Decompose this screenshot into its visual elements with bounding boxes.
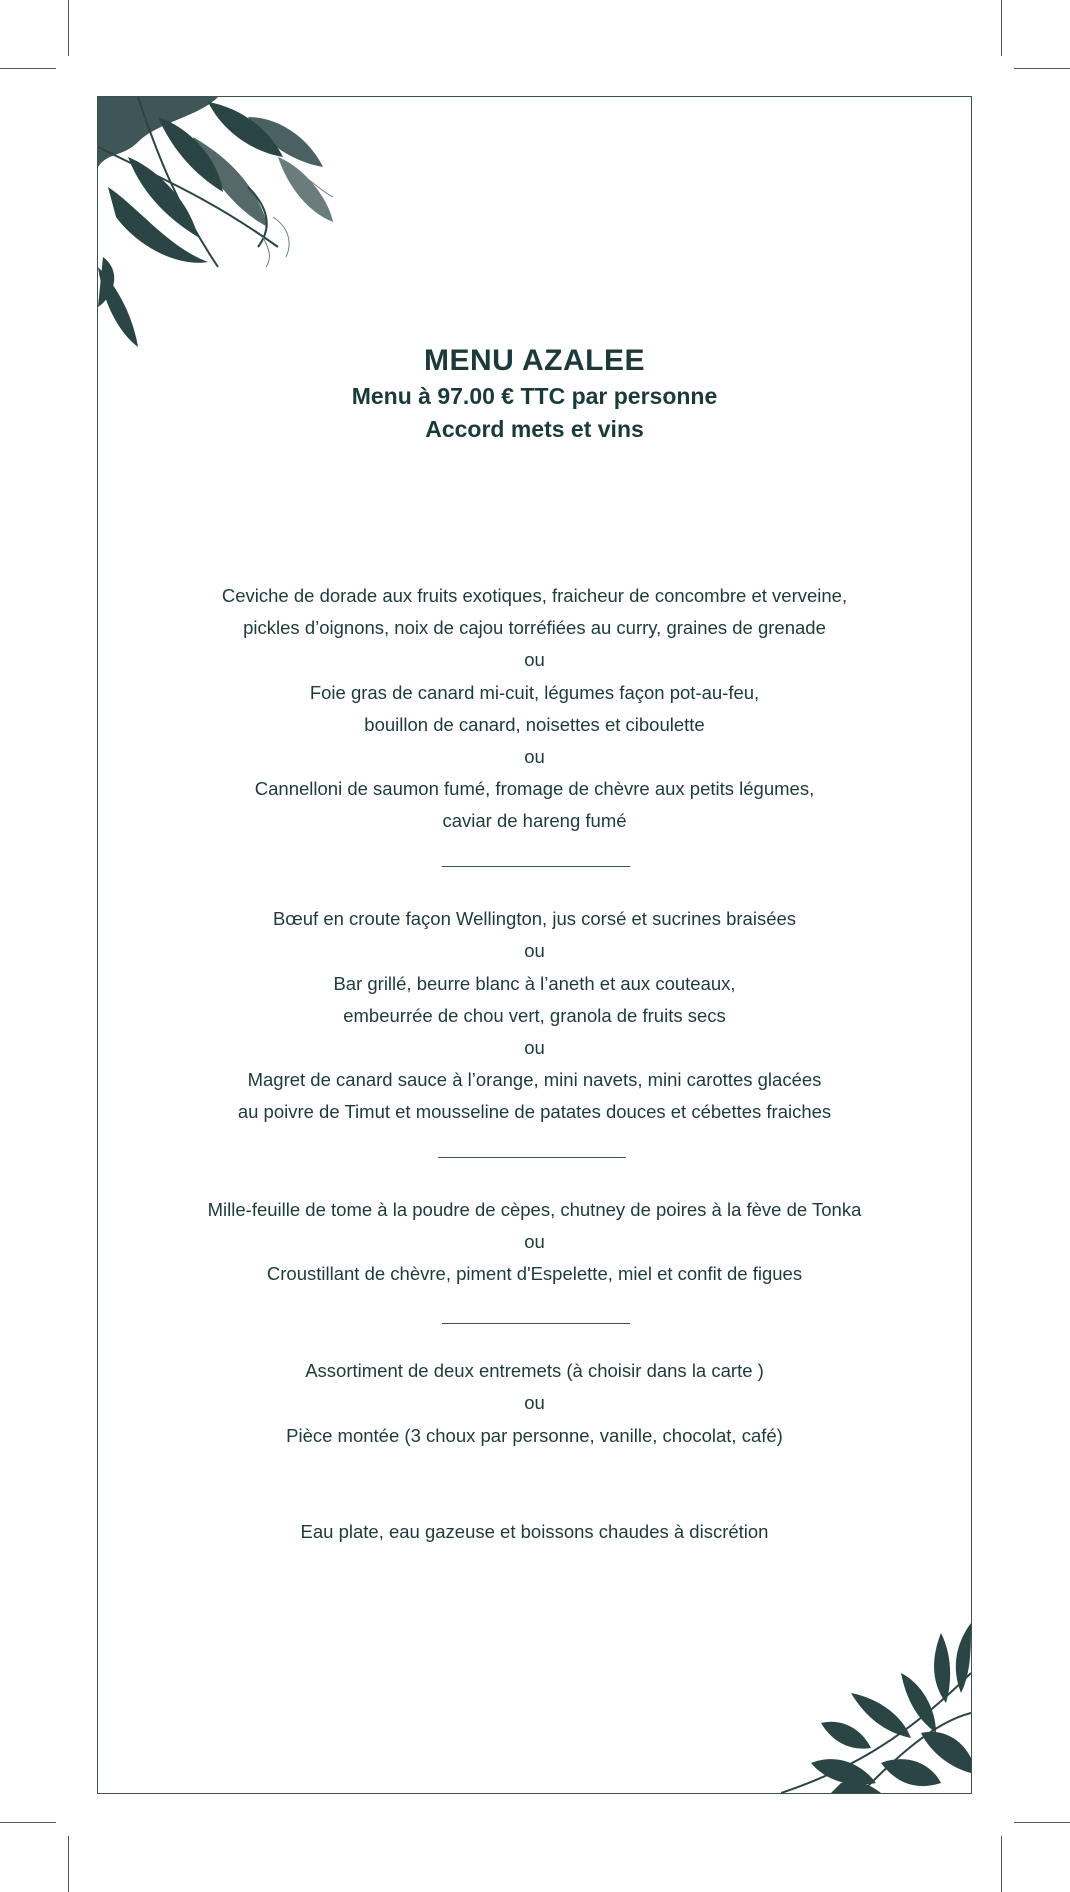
section-divider bbox=[442, 866, 630, 867]
menu-price: Menu à 97.00 € TTC par personne bbox=[351, 383, 718, 409]
dessert-line: Assortiment de deux entremets (à choisir dans la carte ) bbox=[305, 1360, 764, 1381]
main-line: Bar grillé, beurre blanc à l’aneth et aux couteaux, bbox=[333, 973, 736, 994]
starter-line: caviar de hareng fumé bbox=[442, 810, 627, 831]
menu-title: MENU AZALEE bbox=[423, 344, 646, 377]
menu-card bbox=[97, 96, 972, 1794]
main-line: Magret de canard sauce à l’orange, mini navets, mini carottes glacées bbox=[247, 1069, 822, 1090]
main-line: Bœuf en croute façon Wellington, jus corsé et sucrines braisées bbox=[272, 908, 797, 929]
main-separator: ou bbox=[524, 940, 545, 961]
main-line: au poivre de Timut et mousseline de patates douces et cébettes fraiches bbox=[237, 1101, 832, 1122]
crop-mark-bottom-right-h bbox=[1014, 1822, 1070, 1823]
dessert-line: Pièce montée (3 choux par personne, vanille, chocolat, café) bbox=[286, 1425, 783, 1446]
menu-pairing: Accord mets et vins bbox=[425, 416, 644, 442]
starter-line: Ceviche de dorade aux fruits exotiques, fraicheur de concombre et verveine, bbox=[221, 585, 848, 606]
main-separator: ou bbox=[524, 1037, 545, 1058]
main-line: embeurrée de chou vert, granola de fruits secs bbox=[343, 1005, 726, 1026]
drinks-line: Eau plate, eau gazeuse et boissons chaudes à discrétion bbox=[300, 1521, 769, 1542]
starter-separator: ou bbox=[524, 649, 545, 670]
crop-mark-bottom-right-v bbox=[1001, 1836, 1002, 1892]
crop-mark-bottom-left-v bbox=[68, 1836, 69, 1892]
crop-mark-bottom-left-h bbox=[0, 1822, 56, 1823]
cheese-separator: ou bbox=[524, 1231, 545, 1252]
dessert-separator: ou bbox=[524, 1392, 545, 1413]
cheese-line: Croustillant de chèvre, piment d'Espelette, miel et confit de figues bbox=[266, 1263, 803, 1284]
foliage-icon bbox=[781, 1613, 971, 1793]
section-divider bbox=[442, 1323, 630, 1324]
crop-mark-top-left-v bbox=[68, 0, 69, 56]
starter-line: pickles d’oignons, noix de cajou torréfiées au curry, graines de grenade bbox=[243, 617, 826, 638]
starter-line: bouillon de canard, noisettes et ciboulette bbox=[364, 714, 705, 735]
crop-mark-top-right-h bbox=[1014, 68, 1070, 69]
cheese-line: Mille-feuille de tome à la poudre de cèpes, chutney de poires à la fève de Tonka bbox=[207, 1199, 862, 1220]
starter-separator: ou bbox=[524, 746, 545, 767]
section-divider bbox=[438, 1157, 626, 1158]
crop-mark-top-right-v bbox=[1001, 0, 1002, 56]
starter-line: Foie gras de canard mi-cuit, légumes façon pot-au-feu, bbox=[309, 682, 760, 703]
foliage-icon bbox=[98, 97, 368, 367]
crop-mark-top-left-h bbox=[0, 68, 56, 69]
starter-line: Cannelloni de saumon fumé, fromage de chèvre aux petits légumes, bbox=[254, 778, 815, 799]
menu-header bbox=[98, 342, 971, 446]
